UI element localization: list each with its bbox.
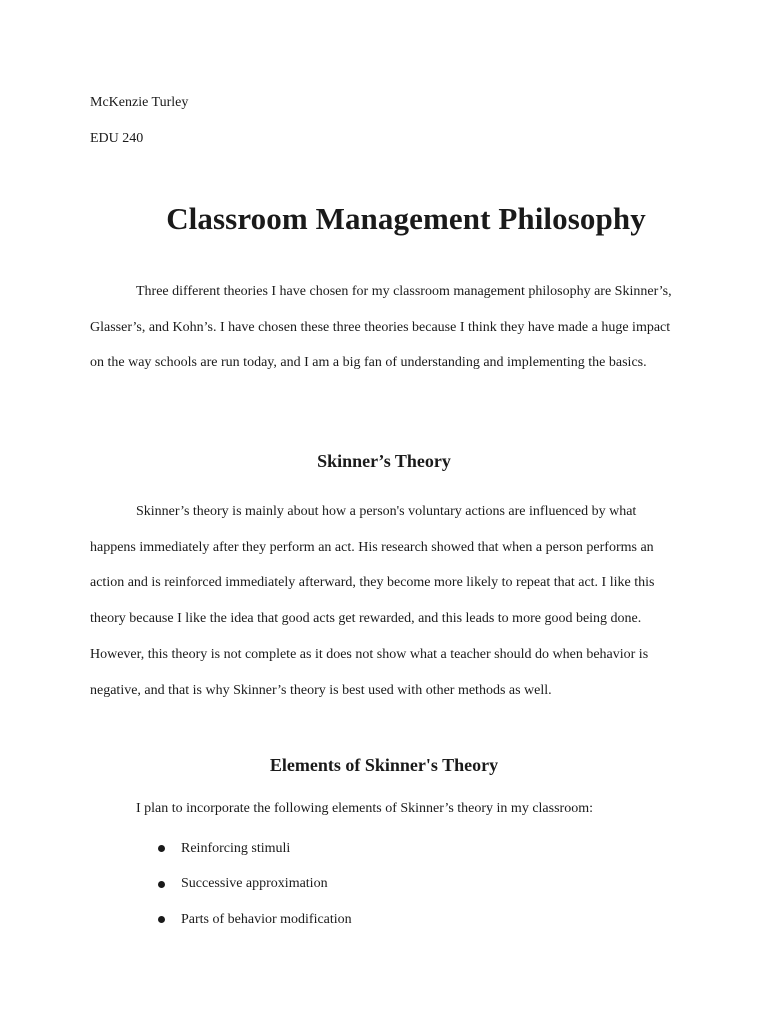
- list-item-text: Parts of behavior modification: [181, 911, 352, 927]
- elements-intro-paragraph: I plan to incorporate the following elements of Skinner’s theory in my classroom:: [136, 801, 593, 816]
- bullet-icon: [158, 845, 165, 852]
- list-item-text: Reinforcing stimuli: [181, 840, 291, 856]
- bullet-icon: [158, 916, 165, 923]
- list-item: [158, 902, 352, 938]
- bullet-icon: [158, 881, 165, 888]
- elements-list: [158, 831, 352, 938]
- course-code: EDU 240: [90, 131, 144, 146]
- page-title: Classroom Management Philosophy: [166, 201, 646, 236]
- section-heading-elements: Elements of Skinner's Theory: [269, 755, 499, 775]
- list-item: [158, 831, 352, 867]
- list-item: [158, 867, 352, 903]
- skinner-paragraph: Skinner’s theory is mainly about how a person's voluntary actions are influenced by what happens immediately after they perform an act. His research showed that when a person performs an action and is reinforced immediately afterward, they become more likely to repeat that act. I like this theory because I like the idea that good acts get rewarded, and this leads to more good being done. However, this theory is not complete as it does not show what a teacher should do when behavior is negative, and that is why Skinner’s theory is best used with other methods as well.: [90, 504, 655, 698]
- author-name: McKenzie Turley: [90, 95, 189, 110]
- list-item-text: Successive approximation: [181, 876, 328, 892]
- intro-paragraph: Three different theories I have chosen for my classroom management philosophy are Skinner’s, Glasser’s, and Kohn’s. I have chosen these three theories because I think they have made a huge impact on the way schools are run today, and I am a big fan of understanding and implementing the basics.: [90, 284, 672, 371]
- section-heading-skinners-theory: Skinner’s Theory: [317, 451, 451, 471]
